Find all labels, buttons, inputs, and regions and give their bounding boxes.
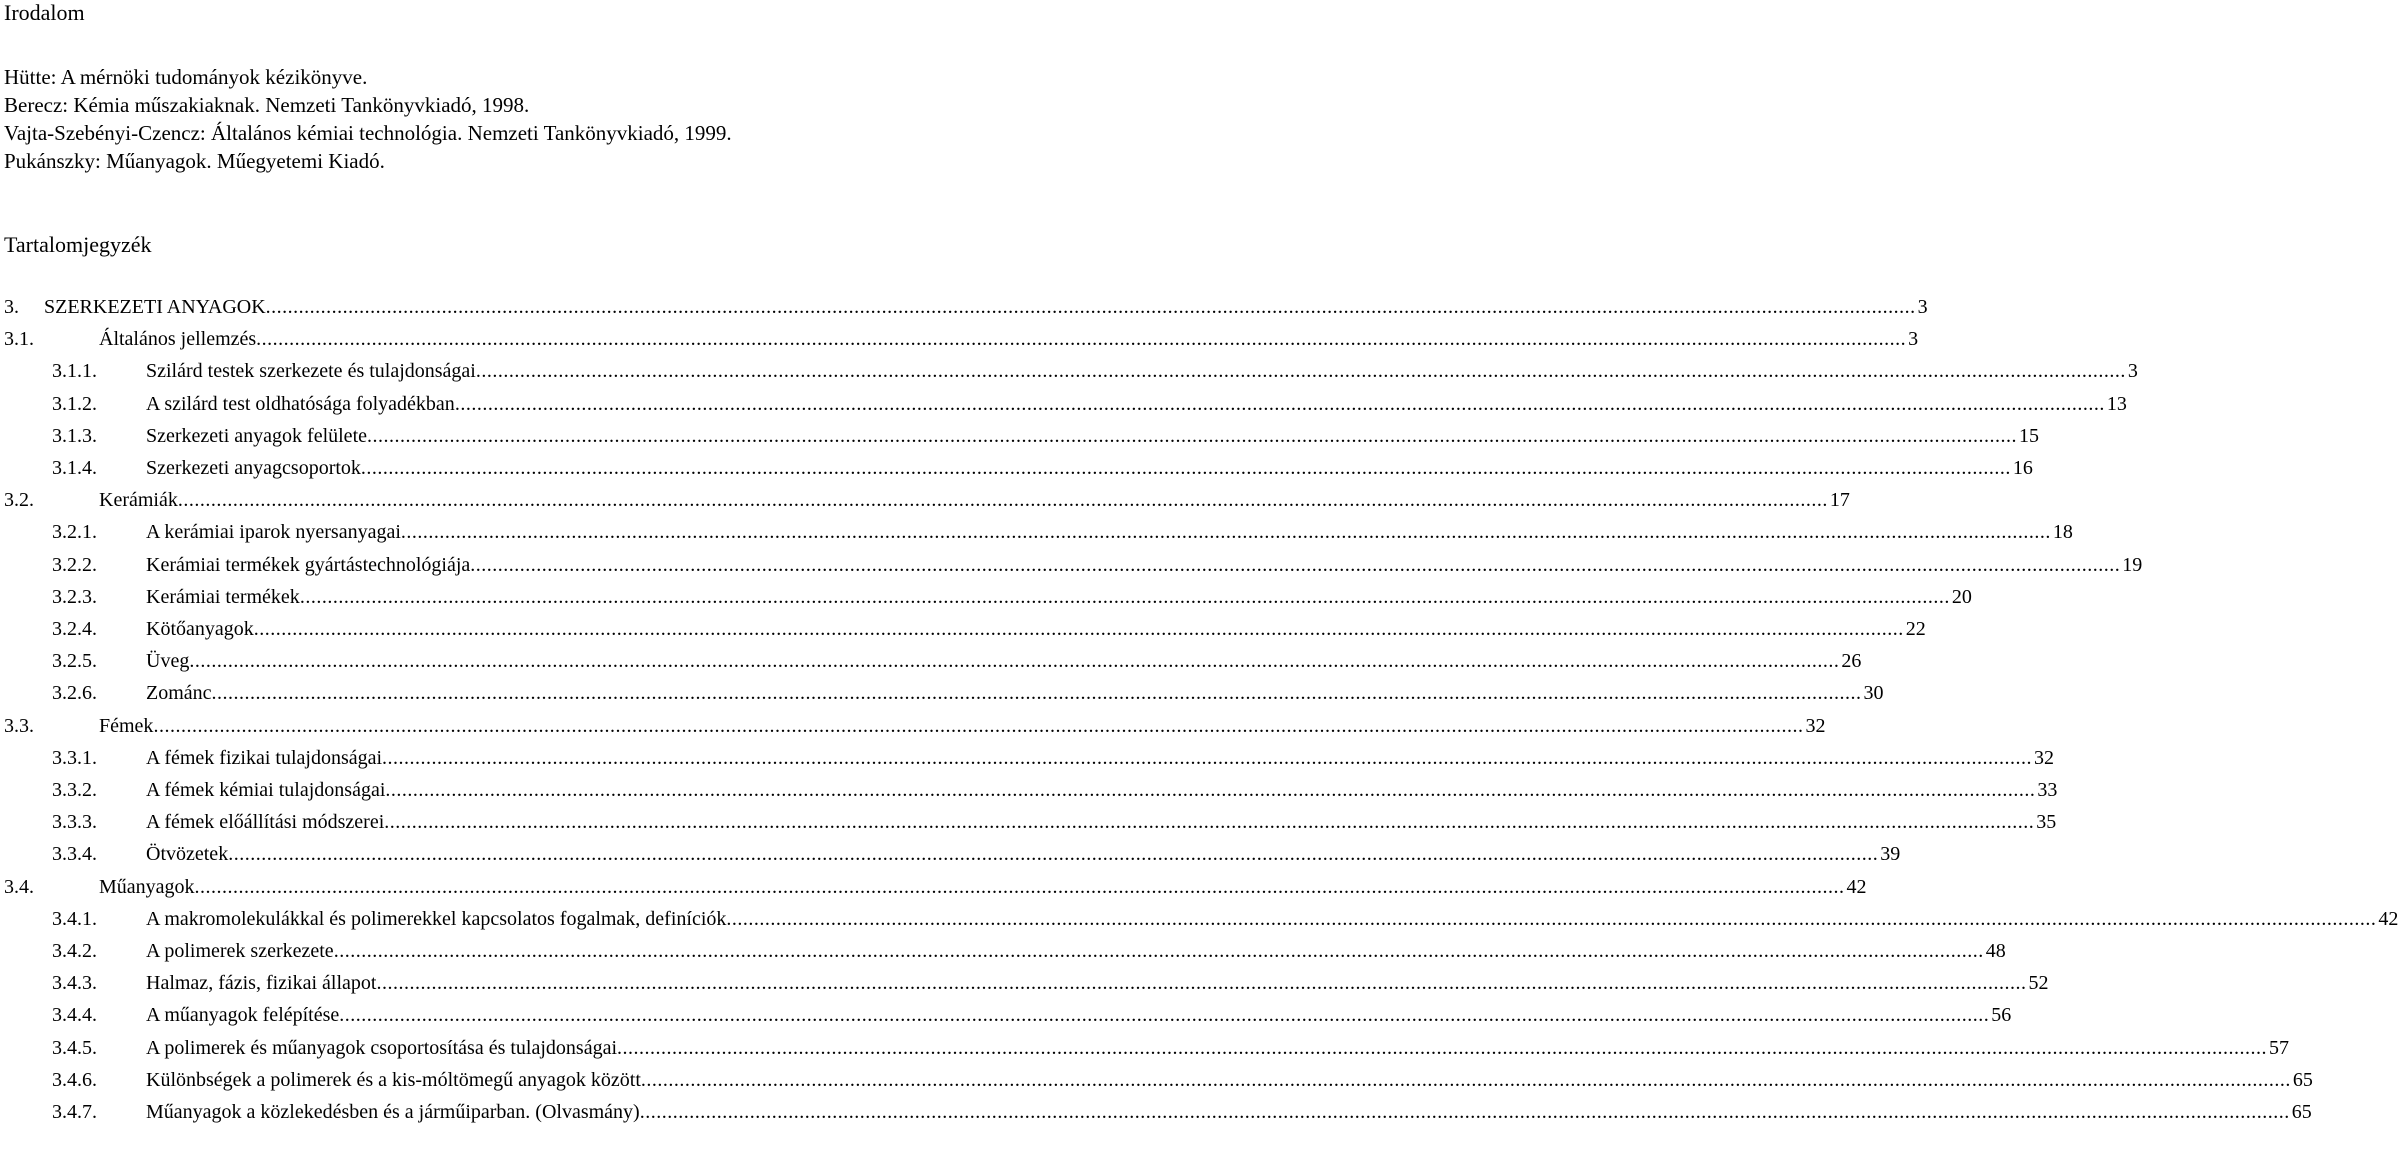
toc-dot-leader: ............................................................................................................................................................................................................................................................................................................	[617, 1037, 2268, 1059]
toc-entry-number: 3.3.	[4, 715, 34, 737]
toc-entry-page-number: 35	[2036, 811, 2057, 833]
toc-entry-title: A polimerek szerkezete	[146, 940, 334, 962]
toc-dot-leader: ............................................................................................................................................................................................................................................................................................................	[384, 811, 2035, 833]
toc-entry-number: 3.2.1.	[52, 521, 97, 543]
toc-entry-page-number: 42	[1846, 876, 1867, 898]
toc-entry-title: Halmaz, fázis, fizikai állapot	[146, 972, 377, 994]
toc-entry[interactable]	[0, 356, 2138, 386]
toc-entry-number: 3.4.2.	[52, 940, 97, 962]
toc-entry-title: A műanyagok felépítése	[146, 1004, 340, 1026]
toc-dot-leader: ............................................................................................................................................................................................................................................................................................................	[253, 618, 1904, 640]
toc-entry-page-number: 13	[2106, 393, 2127, 415]
reference-item: Hütte: A mérnöki tudományok kézikönyve.	[4, 65, 368, 89]
toc-entry[interactable]	[0, 936, 2006, 966]
toc-entry-page-number: 20	[1951, 586, 1972, 608]
toc-entry-title: A fémek előállítási módszerei	[146, 811, 385, 833]
toc-entry[interactable]	[0, 324, 1919, 354]
toc-entry-page-number: 56	[1991, 1004, 2012, 1026]
toc-dot-leader: ............................................................................................................................................................................................................................................................................................................	[475, 360, 2126, 382]
reference-item: Vajta-Szebényi-Czencz: Általános kémiai technológia. Nemzeti Tankönyvkiadó, 1999.	[4, 121, 732, 145]
toc-entry[interactable]	[0, 550, 2143, 580]
toc-dot-leader: ............................................................................................................................................................................................................................................................................................................	[256, 328, 1907, 350]
toc-dot-leader: ............................................................................................................................................................................................................................................................................................................	[333, 940, 1984, 962]
toc-entry-number: 3.4.3.	[52, 972, 97, 994]
toc-entry-page-number: 3	[1908, 328, 1919, 350]
toc-entry-page-number: 39	[1880, 843, 1901, 865]
toc-entry-title: A szilárd test oldhatósága folyadékban	[146, 393, 455, 415]
toc-dot-leader: ............................................................................................................................................................................................................................................................................................................	[339, 1004, 1990, 1026]
toc-entry-title: Kerámiai termékek gyártástechnológiája	[146, 554, 471, 576]
toc-dot-leader: ............................................................................................................................................................................................................................................................................................................	[177, 489, 1828, 511]
toc-entry-title: A fémek fizikai tulajdonságai	[146, 747, 383, 769]
toc-entry[interactable]	[0, 453, 2033, 483]
toc-entry-title: Ötvözetek	[146, 843, 229, 865]
toc-dot-leader: ............................................................................................................................................................................................................................................................................................................	[726, 908, 2377, 930]
toc-entry-number: 3.2.5.	[52, 650, 97, 672]
toc-entry-number: 3.3.4.	[52, 843, 97, 865]
toc-entry-title: Kötőanyagok	[146, 618, 254, 640]
toc-dot-leader: ............................................................................................................................................................................................................................................................................................................	[367, 425, 2017, 447]
toc-entry-number: 3.1.3.	[52, 425, 97, 447]
toc-heading: Tartalomjegyzék	[4, 232, 152, 257]
toc-dot-leader: ............................................................................................................................................................................................................................................................................................................	[299, 586, 1950, 608]
toc-entry[interactable]	[0, 968, 2049, 998]
toc-entry-page-number: 22	[1905, 618, 1926, 640]
toc-entry[interactable]	[0, 839, 1901, 869]
toc-entry-title: Kerámiák	[99, 489, 178, 511]
toc-entry-page-number: 30	[1863, 682, 1884, 704]
toc-entry-page-number: 3	[1917, 296, 1928, 318]
toc-entry-number: 3.1.1.	[52, 360, 97, 382]
toc-entry-number: 3.	[4, 296, 19, 318]
toc-entry-number: 3.2.4.	[52, 618, 97, 640]
toc-entry-page-number: 42	[2378, 908, 2398, 930]
toc-entry-page-number: 26	[1841, 650, 1862, 672]
toc-entry[interactable]	[0, 582, 1972, 612]
toc-entry[interactable]	[0, 292, 1928, 322]
toc-dot-leader: ............................................................................................................................................................................................................................................................................................................	[189, 650, 1840, 672]
toc-entry-page-number: 32	[1805, 715, 1826, 737]
toc-dot-leader: ............................................................................................................................................................................................................................................................................................................	[265, 296, 1916, 318]
toc-entry-number: 3.4.1.	[52, 908, 97, 930]
toc-entry-page-number: 15	[2019, 425, 2039, 447]
toc-entry-page-number: 33	[2037, 779, 2058, 801]
toc-entry[interactable]	[0, 1000, 2012, 1030]
toc-entry-number: 3.3.3.	[52, 811, 97, 833]
toc-entry-title: A kerámiai iparok nyersanyagai	[146, 521, 401, 543]
toc-entry[interactable]	[0, 775, 2058, 805]
toc-dot-leader: ............................................................................................................................................................................................................................................................................................................	[194, 876, 1845, 898]
toc-entry-title: A polimerek és műanyagok csoportosítása és tulajdonságai	[146, 1037, 618, 1059]
references-heading: Irodalom	[4, 0, 85, 25]
toc-entry-number: 3.4.4.	[52, 1004, 97, 1026]
toc-entry-title: SZERKEZETI ANYAGOK	[44, 296, 266, 318]
toc-entry-number: 3.4.5.	[52, 1037, 97, 1059]
toc-entry[interactable]	[0, 678, 1884, 708]
toc-entry[interactable]	[0, 904, 2398, 934]
toc-dot-leader: ............................................................................................................................................................................................................................................................................................................	[470, 554, 2121, 576]
toc-entry-title: Kerámiai termékek	[146, 586, 300, 608]
toc-entry-page-number: 19	[2122, 554, 2143, 576]
toc-entry-title: Zománc	[146, 682, 212, 704]
toc-entry-page-number: 18	[2052, 521, 2073, 543]
toc-entry-number: 3.3.1.	[52, 747, 97, 769]
toc-dot-leader: ............................................................................................................................................................................................................................................................................................................	[385, 779, 2036, 801]
toc-entry-title: Szerkezeti anyagcsoportok	[146, 457, 361, 479]
toc-entry-page-number: 57	[2269, 1037, 2290, 1059]
reference-item: Pukánszky: Műanyagok. Műegyetemi Kiadó.	[4, 149, 385, 173]
toc-entry[interactable]	[0, 646, 1862, 676]
toc-entry[interactable]	[0, 1097, 2312, 1127]
toc-entry-page-number: 3	[2127, 360, 2138, 382]
toc-entry-page-number: 65	[2291, 1101, 2312, 1123]
toc-entry-title: Általános jellemzés	[99, 328, 257, 350]
toc-entry-title: Üveg	[146, 650, 190, 672]
toc-entry-title: Műanyagok a közlekedésben és a járműiparban. (Olvasmány)	[146, 1101, 640, 1123]
toc-dot-leader: ............................................................................................................................................................................................................................................................................................................	[228, 843, 1879, 865]
toc-entry-page-number: 17	[1829, 489, 1850, 511]
toc-dot-leader: ............................................................................................................................................................................................................................................................................................................	[153, 715, 1804, 737]
toc-entry-number: 3.2.2.	[52, 554, 97, 576]
toc-entry-page-number: 16	[2012, 457, 2033, 479]
toc-entry[interactable]	[0, 807, 2057, 837]
toc-dot-leader: ............................................................................................................................................................................................................................................................................................................	[640, 1069, 2291, 1091]
reference-item: Berecz: Kémia műszakiaknak. Nemzeti Tankönyvkiadó, 1998.	[4, 93, 530, 117]
toc-entry-number: 3.4.	[4, 876, 34, 898]
toc-entry-number: 3.4.6.	[52, 1069, 97, 1091]
toc-dot-leader: ............................................................................................................................................................................................................................................................................................................	[454, 393, 2105, 415]
toc-dot-leader: ............................................................................................................................................................................................................................................................................................................	[382, 747, 2033, 769]
toc-dot-leader: ............................................................................................................................................................................................................................................................................................................	[211, 682, 1862, 704]
toc-entry[interactable]	[0, 711, 1826, 741]
toc-entry-number: 3.1.2.	[52, 393, 97, 415]
toc-entry[interactable]	[0, 389, 2127, 419]
toc-entry-page-number: 48	[1985, 940, 2006, 962]
toc-entry[interactable]	[0, 517, 2073, 547]
toc-entry-title: A makromolekulákkal és polimerekkel kapcsolatos fogalmak, definíciók	[146, 908, 727, 930]
toc-entry-number: 3.2.	[4, 489, 34, 511]
toc-entry[interactable]	[0, 485, 1850, 515]
toc-dot-leader: ............................................................................................................................................................................................................................................................................................................	[360, 457, 2011, 479]
toc-entry-page-number: 52	[2028, 972, 2049, 994]
toc-entry[interactable]	[0, 421, 2039, 451]
toc-entry-title: Műanyagok	[99, 876, 195, 898]
toc-entry-number: 3.3.2.	[52, 779, 97, 801]
toc-entry-number: 3.1.	[4, 328, 34, 350]
toc-entry-number: 3.1.4.	[52, 457, 97, 479]
toc-entry[interactable]	[0, 743, 2055, 773]
toc-entry[interactable]	[0, 1033, 2290, 1063]
toc-entry-title: Különbségek a polimerek és a kis-móltömegű anyagok között	[146, 1069, 641, 1091]
toc-entry-page-number: 32	[2034, 747, 2055, 769]
toc-entry-page-number: 65	[2292, 1069, 2313, 1091]
toc-entry[interactable]	[0, 872, 1867, 902]
toc-entry-number: 3.4.7.	[52, 1101, 97, 1123]
toc-entry[interactable]	[0, 1065, 2313, 1095]
toc-entry-title: Szerkezeti anyagok felülete	[146, 425, 367, 447]
toc-entry[interactable]	[0, 614, 1926, 644]
toc-entry-title: Fémek	[99, 715, 154, 737]
toc-entry-number: 3.2.3.	[52, 586, 97, 608]
toc-entry-title: Szilárd testek szerkezete és tulajdonságai	[146, 360, 476, 382]
toc-entry-title: A fémek kémiai tulajdonságai	[146, 779, 386, 801]
toc-dot-leader: ............................................................................................................................................................................................................................................................................................................	[376, 972, 2027, 994]
toc-dot-leader: ............................................................................................................................................................................................................................................................................................................	[400, 521, 2051, 543]
toc-dot-leader: ............................................................................................................................................................................................................................................................................................................	[639, 1101, 2290, 1123]
toc-entry-number: 3.2.6.	[52, 682, 97, 704]
